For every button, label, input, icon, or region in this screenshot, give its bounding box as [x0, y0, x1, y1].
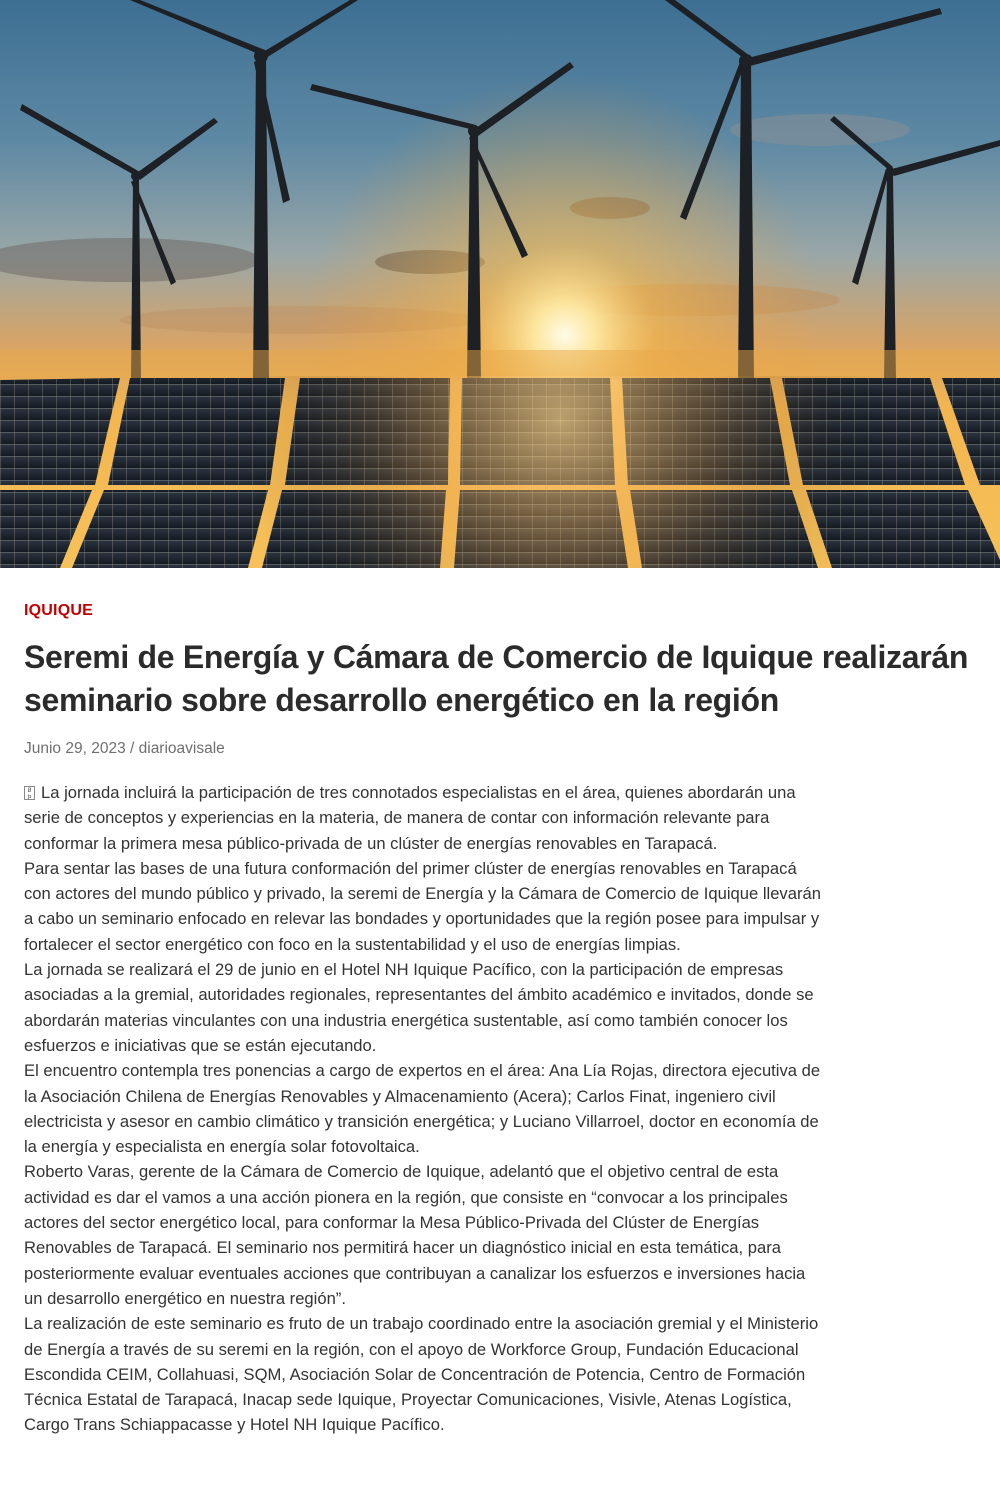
article-paragraph	[24, 780, 824, 856]
meta-separator: /	[125, 740, 139, 757]
article-title: Seremi de Energía y Cámara de Comercio de Iquique realizarán seminario sobre desarrollo energético en la región	[24, 639, 969, 718]
article-paragraph: La realización de este seminario es fruto de un trabajo coordinado entre la asociación gremial y el Ministerio de Energía a través de su seremi en la región, con el apoyo de Workforce Group, Fundación Educacional Escondida CEIM, Collahuasi, SQM, Asociación Solar de Concentración de Potencia, Centro de Formación Técnica Estatal de Tarapacá, Inacap sede Iquique, Proyectar Comunicaciones, Visivle, Atenas Logística, Cargo Trans Schiappacasse y Hotel NH Iquique Pacífico.	[24, 1314, 819, 1435]
article-paragraph: Para sentar las bases de una futura conformación del primer clúster de energías renovables en Tarapacá con actores del mundo público y privado, la seremi de Energía y la Cámara de Comercio de Iquique llevarán a cabo un seminario enfocado en relevar las bondades y oportunidades que la región posee para impulsar y fortalecer el sector energético con foco en la sustentabilidad y el uso de energías limpias.	[24, 858, 821, 954]
article-body	[24, 780, 824, 1438]
hero-image	[0, 0, 1000, 568]
article-container	[0, 602, 1000, 1438]
article-date: Junio 29, 2023	[24, 740, 126, 757]
article-meta	[24, 738, 976, 760]
missing-glyph-icon: Ø Þ	[24, 786, 35, 800]
wind-turbines-solar-panels-sunset-photo	[0, 0, 1000, 568]
article-paragraph: Roberto Varas, gerente de la Cámara de Comercio de Iquique, adelantó que el objetivo central de esta actividad es dar el vamos a una acción pionera en la región, que consiste en “convocar a los principales actores del sector energético local, para conformar la Mesa Público-Privada del Clúster de Energías Renovables de Tarapacá. El seminario nos permitirá hacer un diagnóstico inicial en esta temática, para posteriormente evaluar eventuales acciones que contribuyan a canalizar los esfuerzos e inversiones hacia un desarrollo energético en nuestra región”.	[24, 1162, 806, 1308]
paragraph-text: La jornada incluirá la participación de tres connotados especialistas en el área, quienes abordarán una serie de conceptos y experiencias en la materia, de manera de contar con información relevante para conformar la primera mesa público-privada de un clúster de energías renovables en Tarapacá.	[24, 783, 796, 853]
category-label[interactable]: IQUIQUE	[24, 602, 93, 619]
article-author[interactable]: diarioavisale	[138, 740, 225, 757]
article-paragraph: El encuentro contempla tres ponencias a cargo de expertos en el área: Ana Lía Rojas, directora ejecutiva de la Asociación Chilena de Energías Renovables y Almacenamiento (Acera); Carlos Finat, ingeniero civil electricista y asesor en cambio climático y transición energética; y Luciano Villarroel, doctor en economía de la energía y especialista en energía solar fotovoltaica.	[24, 1061, 821, 1157]
article-paragraph: La jornada se realizará el 29 de junio en el Hotel NH Iquique Pacífico, con la participación de empresas asociadas a la gremial, autoridades regionales, representantes del ámbito académico e invitados, donde se abordarán materias vinculantes con una industria energética sustentable, así como también conocer los esfuerzos e iniciativas que se están ejecutando.	[24, 960, 814, 1055]
